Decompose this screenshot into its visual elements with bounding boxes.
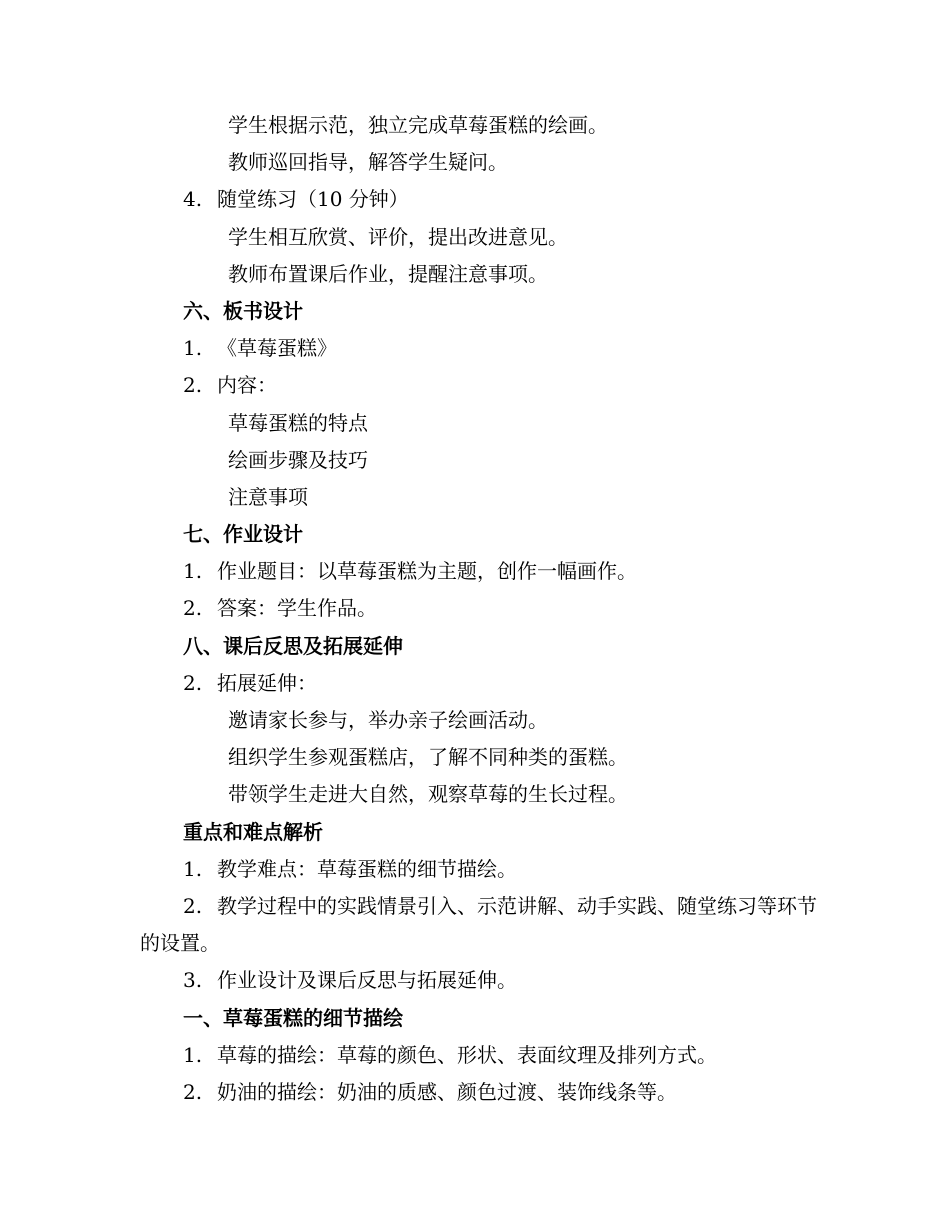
- item-number: 2.: [183, 1079, 203, 1104]
- section-heading: 重点和难点解析: [183, 819, 323, 844]
- paragraph-line: 教师布置课后作业，提醒注意事项。: [228, 261, 548, 286]
- item-number: 1.: [183, 1042, 203, 1067]
- item-number: 1.: [183, 559, 203, 584]
- item-number: 4.: [183, 187, 203, 212]
- numbered-item: [0, 181, 950, 218]
- paragraph-line: 组织学生参观蛋糕店，了解不同种类的蛋糕。: [228, 745, 628, 770]
- section-heading: 一、草莓蛋糕的细节描绘: [183, 1005, 403, 1030]
- numbered-item: [0, 665, 950, 702]
- item-text: 草莓的描绘：草莓的颜色、形状、表面纹理及排列方式。: [217, 1042, 717, 1067]
- numbered-item: [0, 367, 950, 404]
- item-text: 《草莓蛋糕》: [217, 336, 337, 361]
- section-heading: 七、作业设计: [183, 522, 303, 547]
- numbered-item: [0, 590, 950, 627]
- paragraph-line: 绘画步骤及技巧: [228, 447, 368, 472]
- paragraph-line: 学生相互欣赏、评价，提出改进意见。: [228, 224, 568, 249]
- item-number: 1.: [183, 856, 203, 881]
- numbered-item: [0, 330, 950, 367]
- section-heading: 八、课后反思及拓展延伸: [183, 633, 403, 658]
- item-text: 奶油的描绘：奶油的质感、颜色过渡、装饰线条等。: [217, 1079, 677, 1104]
- item-text: 作业设计及课后反思与拓展延伸。: [217, 968, 517, 993]
- item-text: 教学过程中的实践情景引入、示范讲解、动手实践、随堂练习等环节的设置。: [140, 893, 817, 956]
- item-number: 2.: [183, 670, 203, 695]
- paragraph-line: 带领学生走进大自然，观察草莓的生长过程。: [228, 782, 628, 807]
- item-text: 内容：: [217, 373, 277, 398]
- item-number: 3.: [183, 968, 203, 993]
- paragraph-line: 注意事项: [228, 484, 308, 509]
- paragraph-line: 邀请家长参与，举办亲子绘画活动。: [228, 708, 548, 732]
- numbered-item: [0, 553, 950, 590]
- paragraph-line: 草莓蛋糕的特点: [228, 410, 368, 435]
- numbered-item: [0, 962, 950, 999]
- item-number: 2.: [183, 373, 203, 398]
- numbered-item: [0, 1037, 950, 1074]
- numbered-item: [0, 851, 950, 888]
- item-text: 答案：学生作品。: [217, 596, 377, 621]
- item-text: 随堂练习（10 分钟）: [217, 187, 409, 212]
- wrapped-numbered-item: [0, 888, 820, 962]
- item-number: 2.: [183, 596, 203, 621]
- item-number: 1.: [183, 336, 203, 361]
- paragraph-line: 教师巡回指导，解答学生疑问。: [228, 150, 508, 175]
- paragraph-line: 学生根据示范，独立完成草莓蛋糕的绘画。: [228, 113, 608, 137]
- section-heading: 六、板书设计: [183, 298, 303, 323]
- item-text: 拓展延伸：: [217, 670, 317, 695]
- item-text: 作业题目：以草莓蛋糕为主题，创作一幅画作。: [217, 559, 637, 584]
- item-number: 2.: [183, 893, 203, 918]
- item-text: 教学难点：草莓蛋糕的细节描绘。: [217, 856, 517, 881]
- numbered-item: [0, 1074, 950, 1111]
